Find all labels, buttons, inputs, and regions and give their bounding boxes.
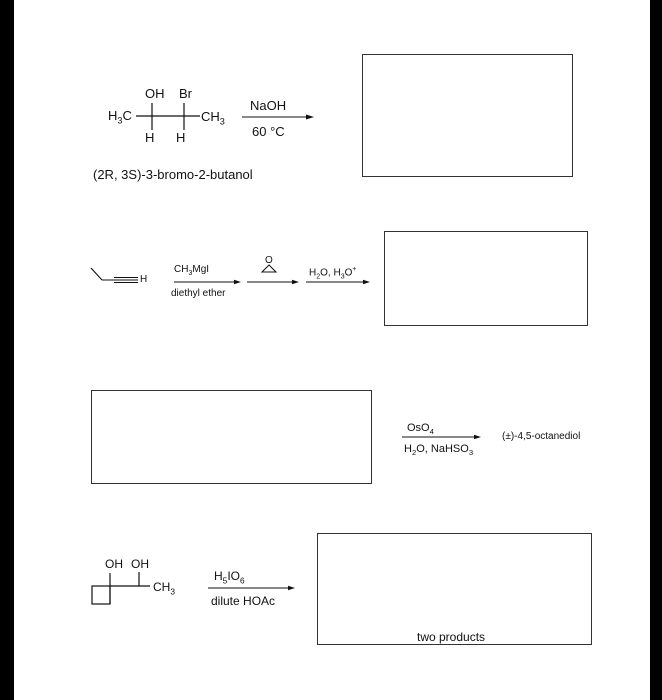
h3c-label: $H_3C$ (108, 108, 132, 126)
br-label: Br (179, 86, 192, 101)
worksheet-page (14, 0, 650, 700)
oh-label-2: OH (131, 557, 149, 571)
answer-box-3[interactable] (91, 390, 372, 484)
reagent-temperature: 60 °C (252, 124, 285, 139)
reagent-diethyl-ether: diethyl ether (171, 288, 226, 299)
oh-label-1: OH (105, 557, 123, 571)
answer-box-4[interactable] (317, 533, 592, 645)
reagent-h2o-nahso3: $H_2O$, NaHSO$_3$ (404, 443, 474, 458)
reagent-h2o-h3o: $H_2O$, $H_3O^+$ (309, 266, 357, 281)
h-label-1: H (145, 130, 155, 145)
product-octanediol: (±)-4,5-octanediol (502, 431, 581, 442)
ch3-label: $CH_3$ (201, 109, 225, 127)
ch3-label-4: $CH_3$ (153, 580, 176, 597)
h-label-2: H (176, 130, 186, 145)
reagent-ch3mgi: $CH_3MgI$ (174, 264, 210, 277)
reagent-h5io6: $H_5IO_6$ (214, 569, 245, 586)
answer-box-2[interactable] (384, 231, 588, 326)
oh-label: OH (145, 86, 165, 101)
reagent-oso4: OsO$_4$ (407, 422, 434, 437)
box-caption-two-products: two products (417, 630, 486, 644)
epoxide-o-label: O (265, 255, 273, 266)
reagent-dilute-hoac: dilute HOAc (211, 594, 276, 608)
answer-box-1[interactable] (362, 54, 573, 177)
alkyne-h-label: H (140, 274, 148, 285)
reagent-naoh: NaOH (250, 98, 287, 113)
compound-name: (2R, 3S)-3-bromo-2-butanol (93, 167, 253, 182)
